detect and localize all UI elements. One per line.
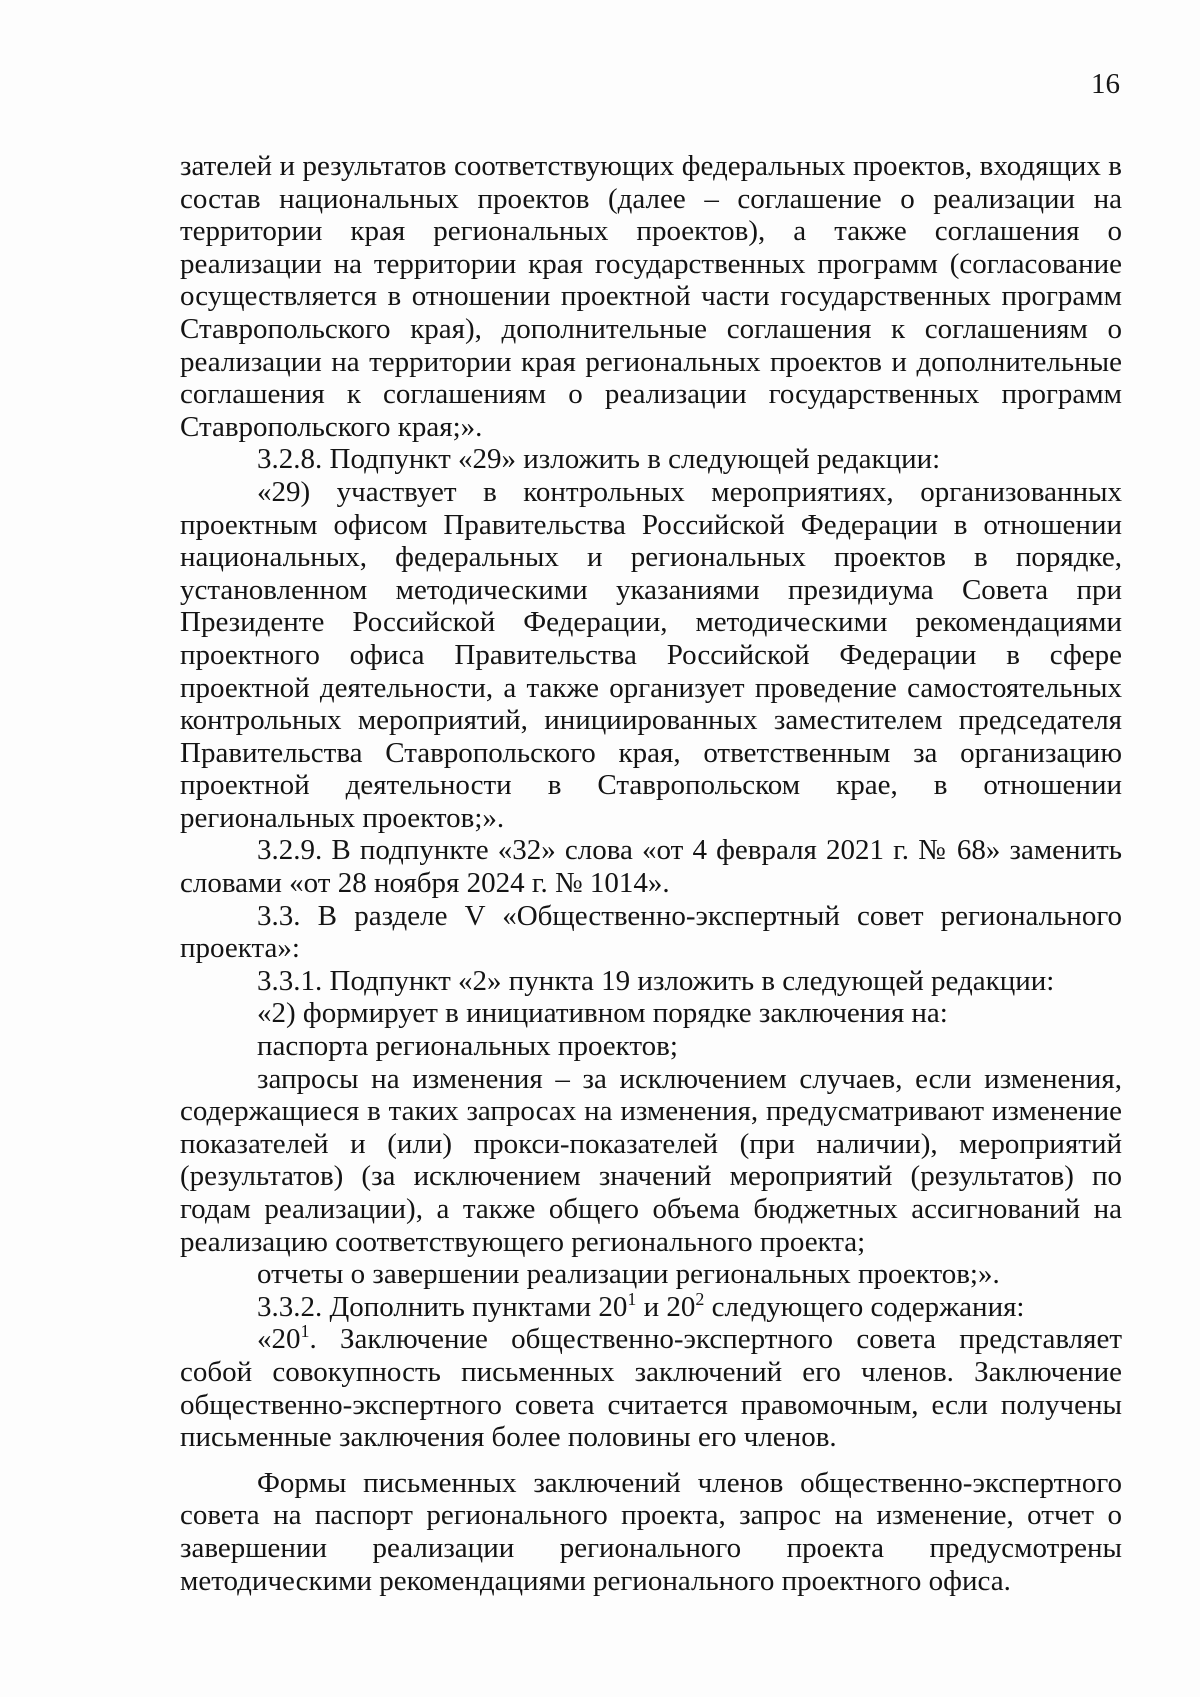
paragraph-passports: паспорта региональных проектов;: [257, 1030, 678, 1063]
text-fragment: следующего содержания:: [704, 1290, 1025, 1323]
paragraph-subitem-2: «2) формирует в инициативном порядке заключения на:: [257, 997, 948, 1030]
paragraph-change-requests: запросы на изменения – за исключением случаев, если изменения, содержащиеся в таких запросах на изменения, предусматривают изменение показателей и (или) прокси-показателей (при наличии), мероприятий (результатов) (за исключением значений мероприятий (результатов) по годам реализации), а также общего объема бюджетных ассигнований на реализацию соответствующего регионального проекта;: [180, 1062, 1122, 1258]
document-body: [180, 150, 1122, 1597]
text-fragment: . Заключение общественно-экспертного совета представляет собой совокупность письменных заключений его членов. Заключение общественно-экспертного совета считается правомочным, если получены письменные заключения более половины его членов.: [180, 1323, 1122, 1454]
paragraph-3-3-1: 3.3.1. Подпункт «2» пункта 19 изложить в следующей редакции:: [257, 964, 1055, 997]
superscript: 1: [300, 1321, 310, 1342]
paragraph-3-3: 3.3. В разделе V «Общественно-экспертный совет регионального проекта»:: [180, 899, 1122, 965]
paragraph-reports: отчеты о завершении реализации региональных проектов;».: [257, 1258, 1000, 1291]
superscript: 1: [627, 1288, 637, 1309]
paragraph-item-20-1: [180, 1323, 1122, 1453]
superscript: 2: [695, 1288, 705, 1309]
text-fragment: 3.3.2. Дополнить пунктами 20: [257, 1290, 628, 1323]
paragraph-3-2-8: 3.2.8. Подпункт «29» изложить в следующей редакции:: [257, 443, 941, 476]
page-number: 16: [1091, 68, 1120, 100]
paragraph-continuation: зателей и результатов соответствующих федеральных проектов, входящих в состав национальных проектов (далее – соглашение о реализации на территории края региональных проектов), а также соглашения о реализации на территории края государственных программ (согласование осуществляется в отношении проектной части государственных программ Ставропольского края), дополнительные соглашения к соглашениям о реализации на территории края региональных проектов и дополнительные соглашения к соглашениям о реализации государственных программ Ставропольского края;».: [180, 150, 1122, 443]
text-fragment: «20: [257, 1323, 301, 1356]
paragraph-3-2-9: 3.2.9. В подпункте «32» слова «от 4 февраля 2021 г. № 68» заменить словами «от 28 ноября 2024 г. № 1014».: [180, 834, 1122, 900]
text-fragment: и 20: [636, 1290, 696, 1323]
paragraph-forms: Формы письменных заключений членов общественно-экспертного совета на паспорт регионального проекта, запрос на изменение, отчет о завершении реализации регионального проекта предусмотрены методическими рекомендациями регионального проектного офиса.: [180, 1466, 1122, 1597]
paragraph-3-3-2: [180, 1288, 1122, 1324]
paragraph-subitem-29: «29) участвует в контрольных мероприятиях, организованных проектным офисом Правительства Российской Федерации в отношении национальных, федеральных и региональных проектов в порядке, установленном методическими указаниями президиума Совета при Президенте Российской Федерации, методическими рекомендациями проектного офиса Правительства Российской Федерации в сфере проектной деятельности, а также организует проведение самостоятельных контрольных мероприятий, инициированных заместителем председателя Правительства Ставропольского края, ответственным за организацию проектной деятельности в Ставропольском крае, в отношении региональных проектов;».: [180, 475, 1122, 834]
